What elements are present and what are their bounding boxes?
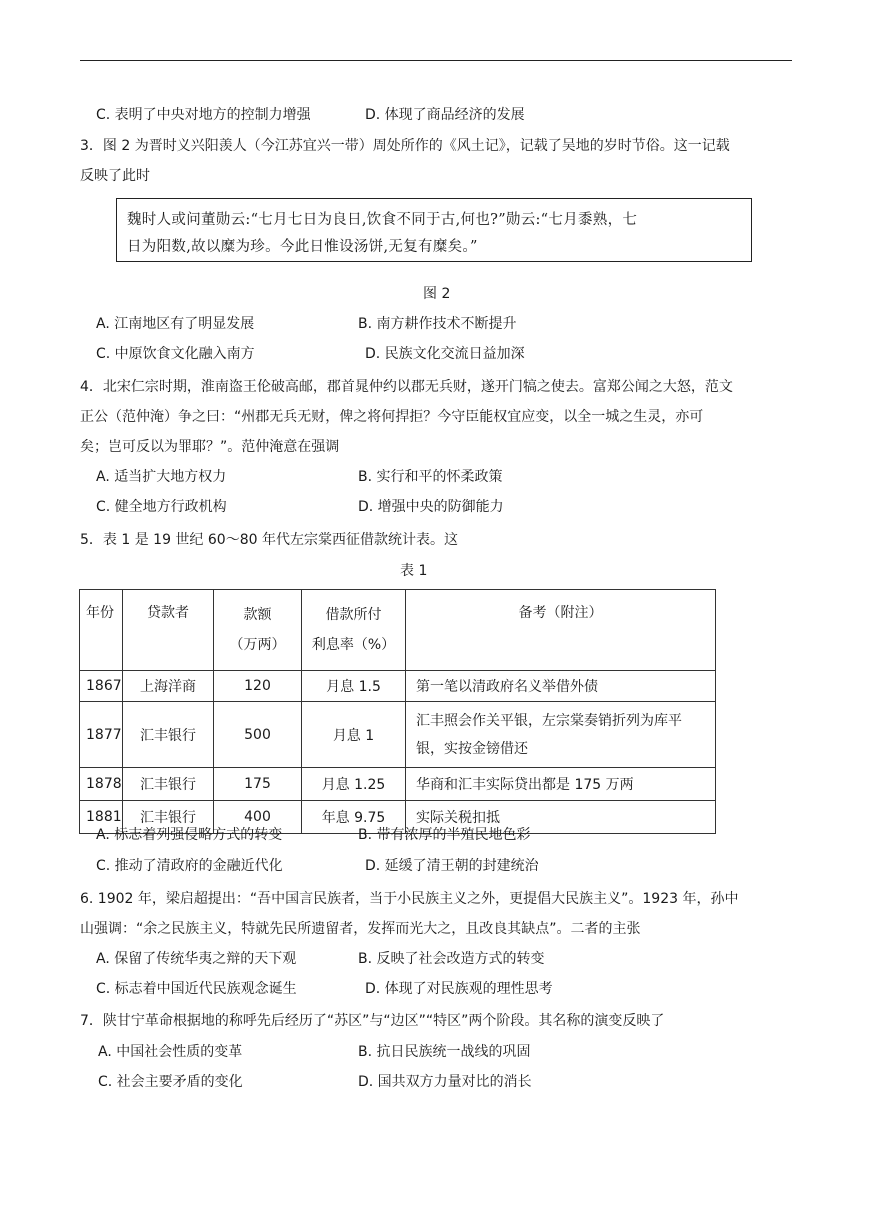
cell-lender: 汇丰银行 [123,801,214,834]
q5-table-caption: 表 1 [400,563,428,579]
q5-option-b: B. 带有浓厚的半殖民地色彩 [358,827,531,843]
header-rule [80,60,792,61]
q3-option-a: A. 江南地区有了明显发展 [96,316,255,332]
header-amount-line1: 款额 [243,607,272,623]
q5-stem: 5．表 1 是 19 世纪 60～80 年代左宗棠西征借款统计表。这 [80,532,458,548]
cell-year: 1877 [80,702,123,768]
cell-note: 第一笔以清政府名义举借外债 [406,671,716,702]
q7-option-b: B. 抗日民族统一战线的巩固 [358,1044,531,1060]
cell-lender: 汇丰银行 [123,702,214,768]
q4-option-c: C. 健全地方行政机构 [96,499,227,515]
cell-rate: 月息 1.5 [302,671,406,702]
table-row [80,671,716,702]
q3-quote-line2: 日为阳数,故以糜为珍。今此日惟设汤饼,无复有糜矣。” [127,239,478,255]
q2-option-c: C. 表明了中央对地方的控制力增强 [96,107,311,123]
cell-amount: 500 [214,702,302,768]
table-row [80,768,716,801]
header-rate-line2: 利息率（%） [311,637,396,653]
cell-note-line1: 汇丰照会作关平银，左宗棠奏销折列为库平 [416,712,682,729]
q4-option-b: B. 实行和平的怀柔政策 [358,469,503,485]
q3-option-c: C. 中原饮食文化融入南方 [96,346,255,362]
q3-figure-caption: 图 2 [423,286,451,302]
loan-table [79,589,716,834]
cell-year: 1878 [80,768,123,801]
q5-option-d: D. 延缓了清王朝的封建统治 [365,858,539,874]
q5-option-c: C. 推动了清政府的金融近代化 [96,858,283,874]
q4-option-a: A. 适当扩大地方权力 [96,469,227,485]
cell-note [406,702,716,768]
cell-rate: 月息 1.25 [302,768,406,801]
q3-quote-line1: 魏时人或问董勋云:“七月七日为良日,饮食不同于古,何也?”勋云:“七月黍熟，七 [127,212,638,228]
table-row [80,702,716,768]
q7-option-d: D. 国共双方力量对比的消长 [358,1074,532,1090]
cell-rate: 月息 1 [302,702,406,768]
cell-note: 华商和汇丰实际贷出都是 175 万两 [406,768,716,801]
q6-option-a: A. 保留了传统华夷之辩的天下观 [96,951,297,967]
cell-year: 1867 [80,671,123,702]
q4-stem-line1: 4．北宋仁宗时期，淮南盗王伦破高邮，郡首晁仲约以郡无兵财，遂开门犒之使去。富郑公闻之大怒，范文 [80,379,733,395]
q7-option-a: A. 中国社会性质的变革 [98,1044,243,1060]
header-rate-line1: 借款所付 [325,607,382,623]
q3-stem-line1: 3．图 2 为晋时义兴阳羡人（今江苏宜兴一带）周处所作的《风土记》，记载了吴地的岁时节俗。这一记载 [80,138,730,154]
q7-option-c: C. 社会主要矛盾的变化 [98,1074,243,1090]
header-year: 年份 [80,590,123,671]
q5-option-a: A. 标志着列强侵略方式的转变 [96,827,283,843]
header-amount [214,590,302,671]
q6-option-d: D. 体现了对民族观的理性思考 [365,981,553,997]
cell-amount: 400 [214,801,302,834]
q3-option-d: D. 民族文化交流日益加深 [365,346,525,362]
table-header-row [80,590,716,671]
cell-lender: 上海洋商 [123,671,214,702]
cell-note: 实际关税扣抵 [406,801,716,834]
q4-option-d: D. 增强中央的防御能力 [358,499,504,515]
q3-stem-line2: 反映了此时 [80,168,150,184]
q6-stem-line1: 6. 1902 年，梁启超提出：“吾中国言民族者，当于小民族主义之外，更提倡大民族主义”。1923 年，孙中 [80,891,739,907]
q3-quote-box [116,198,752,262]
cell-lender: 汇丰银行 [123,768,214,801]
cell-rate: 年息 9.75 [302,801,406,834]
q4-stem-line2: 正公（范仲淹）争之曰：“州郡无兵无财，俾之将何捍拒？今守臣能权宜应变，以全一城之生灵，亦可 [80,409,704,425]
q2-option-d: D. 体现了商品经济的发展 [365,107,525,123]
header-lender: 贷款者 [123,590,214,671]
cell-note-line2: 银，实按金镑借还 [416,740,528,757]
q6-option-c: C. 标志着中国近代民族观念诞生 [96,981,297,997]
cell-amount: 120 [214,671,302,702]
q6-stem-line2: 山强调：“余之民族主义，特就先民所遗留者，发挥而光大之，且改良其缺点”。二者的主张 [80,921,641,937]
header-amount-line2: （万两） [229,637,286,653]
q7-stem: 7．陕甘宁革命根据地的称呼先后经历了“苏区”与“边区”“特区”两个阶段。其名称的演变反映了 [80,1013,665,1029]
q6-option-b: B. 反映了社会改造方式的转变 [358,951,545,967]
cell-amount: 175 [214,768,302,801]
header-rate [302,590,406,671]
q4-stem-line3: 矣；岂可反以为罪耶？”。范仲淹意在强调 [80,439,340,455]
q3-option-b: B. 南方耕作技术不断提升 [358,316,517,332]
cell-year: 1881 [80,801,123,834]
header-note: 备考（附注） [406,590,716,671]
